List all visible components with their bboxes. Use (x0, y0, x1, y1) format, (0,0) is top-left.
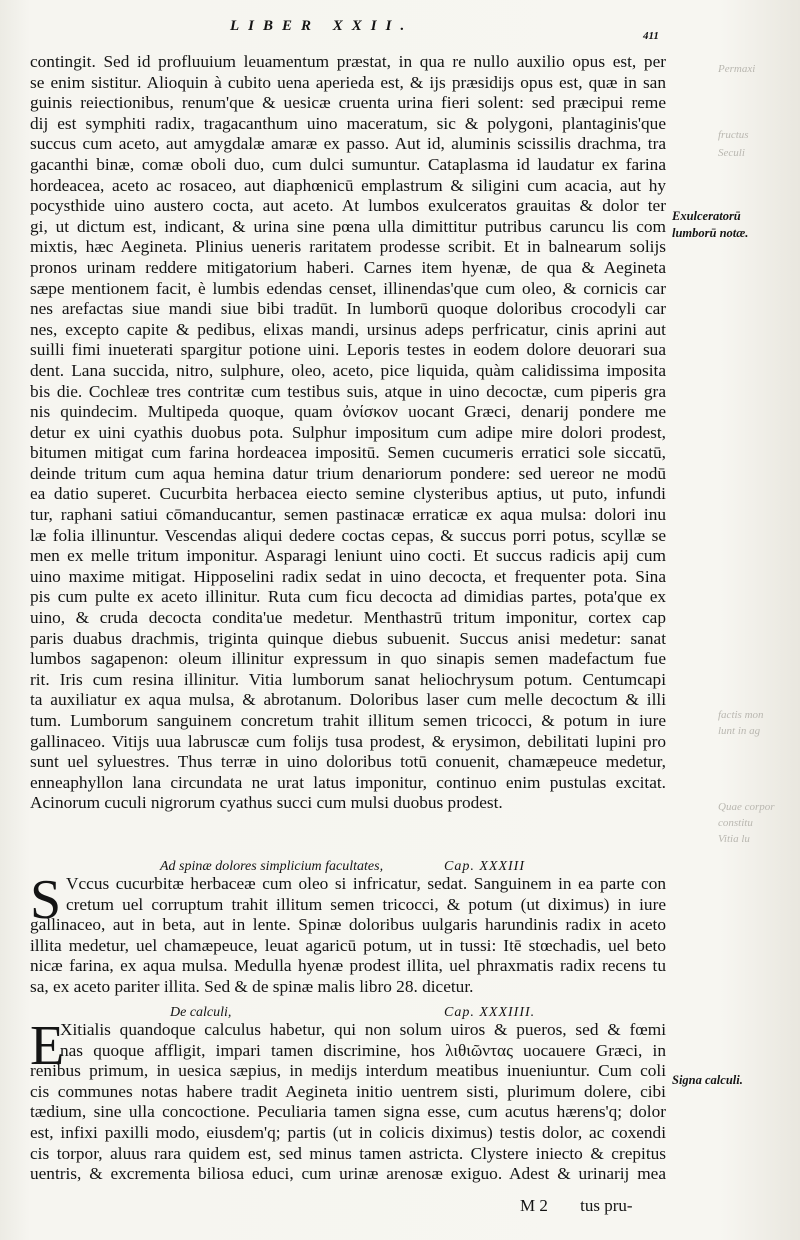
text-line: bitumen mitigat cum farina hordeacea impositū. Semen cucumeris erratici sole siccatū, (30, 443, 666, 463)
text-line: sa, ex aceto pariter illita. Sed & de spinæ malis libro 28. dicetur. (30, 976, 474, 996)
text-line: deinde tritum cum aqua hemina datur trium denariorum pondere: sed uereor ne modū (30, 463, 666, 483)
text-line: ta auxiliatur ex aqua mulsa, & abrotanum. Doloribus laser cum melle decoctum & illi (30, 690, 666, 710)
bleed-through-text-3: Seculi (718, 147, 745, 159)
bleed-through-text-6: Quae corpor (718, 801, 775, 813)
marginal-note-line: lumborū notæ. (672, 226, 749, 240)
text-line: mixtis, hæc Aegineta. Plinius ueneris raritatem prodesse scribit. Et in balnearum solijs (30, 237, 666, 257)
chapter-number: Cap. XXXIIII. (444, 1005, 536, 1020)
catchword-line (520, 1196, 633, 1216)
chapter-33-text (30, 869, 666, 998)
marginal-note-lumbar-ulcers (672, 208, 792, 242)
marginal-note-line: Exulceratorū (672, 209, 741, 223)
signature-mark: M 2 (520, 1196, 548, 1215)
text-line: illita medetur, uel chamæpeuce, leuat agaricū potum, ut in tussi: Itē stœchadis, uel beto (30, 935, 666, 955)
running-head: LIBER XXII. (230, 18, 414, 34)
chapter-number: Cap. XXXIII (444, 859, 525, 874)
text-line: cis communes notas habere tradit Aegineta initio uentrem sisti, plurimum dolere, cibi (30, 1081, 666, 1101)
text-line: uentris, & excrementa biliosa educi, cum urinæ arenosæ exiguo. Adest & urinarij mea (30, 1164, 666, 1184)
text-line: bis die. Cochleæ tres contritæ cum testibus suis, atque in uino decoctæ, cum piperis gra (30, 381, 666, 401)
text-line: detur ex uini cyathis duobus pota. Sulphur impositum cum adipe mire dolori prodest, (30, 422, 666, 442)
text-line: nis quindecim. Multipeda quoque, quam ὀνίσκον uocant Græci, denarij pondere me (30, 402, 666, 422)
text-line: Xitialis quandoque calculus habetur, qui non solum uiros & pueros, sed & fœmi (60, 1020, 666, 1039)
text-line: dent. Lana succida, nitro, sulphure, oleo, aceto, pice liquida, quàm calidissima imposita (30, 360, 666, 380)
catchword: tus pru- (580, 1196, 633, 1215)
bleed-through-text-7: constitu (718, 817, 753, 829)
text-line: uino, & cruda decocta condita'ue medetur. Menthastrū tritum imponitur, cortex cap (30, 608, 666, 628)
text-line: men ex melle tritum imponitur. Asparagi leniunt uino cocti. Et succus radicis apij cum (30, 546, 666, 566)
marginal-note-stone-signs: Signa calculi. (672, 1073, 743, 1087)
chapter-title: Ad spinæ dolores simplicium facultates, (160, 859, 384, 874)
bleed-through-text-1: Permaxi (718, 63, 756, 75)
text-line: guinis reiectionibus, renum'que & uesicæ cruenta urina fieri solent: sed præcipui reme (30, 93, 666, 113)
bleed-through-text-8: Vitia lu (718, 833, 750, 845)
text-line: Vccus cucurbitæ herbaceæ cum oleo si infricatur, sedat. Sanguinem in ea parte con (66, 874, 666, 893)
text-line: est, infixi paxilli modo, eiusdem'q; partis (ut in colicis diximus) testis dolor, ac coxendi (30, 1122, 666, 1142)
text-line: nes arefactas siue mandi siue bibi tradūt. In lumborū quoque doloribus crocodyli car (30, 299, 666, 319)
text-line: gallinaceo, aut in beta, aut in lente. Spinæ doloribus uulgaris harundinis radix in aceto (30, 915, 666, 935)
text-line: renibus primum, in uesica sæpius, in medijs interdum meatibus inueniuntur. Cum coli (30, 1061, 666, 1081)
text-line: gi, ut dictum est, indicant, & urina sine pœna ulla dimittitur putribus caruncu lis com (30, 216, 666, 236)
text-line: uino maxime mitigat. Hipposelini radix sedat in uino decocta, et frequenter pota. Sina (30, 566, 666, 586)
text-line: pocysthide uino austero cocta, aut aceto. At lumbos exulceratos grauitas & dolor ter (30, 196, 666, 216)
text-line: læ folia illinuntur. Vescendas aliqui dedere coctas cepas, & succus porri potus, scyllæ se (30, 525, 666, 545)
text-line: tædium, sine ulla concoctione. Peculiaria tamen signa esse, cum acutus hærens'q; dolor (30, 1102, 666, 1122)
text-line: pis cum pulte ex aceto illinitur. Ruta cum ficu decocta ad dimidias partes, pota'que ex (30, 587, 666, 607)
chapter-title: De calculi, (170, 1005, 232, 1020)
text-line: hordeacea, aceto ac rosaceo, aut diaphœnicū emplastrum & siligini cum acacia, aut hy (30, 175, 666, 195)
text-line: cis torpor, aluus rara quidem est, sed minus tamen astricta. Clystere iniecto & crepitus (30, 1143, 666, 1163)
text-line: dij est symphiti radix, tragacanthum uino maceratum, sic & polygoni, plantaginis'que (30, 113, 666, 133)
text-line: rit. Iris cum resina illinitur. Vitia lumborum sanat heliochrysum potum. Centumcapi (30, 669, 666, 689)
bleed-through-text-4: factis mon (718, 709, 764, 721)
text-line: cretum uel corruptum trahit illitum semen tricocci, & potum (ut diximus) in iure (66, 894, 666, 914)
text-line: pronos urinam reddere mitigatorium haberi. Carnes item hyenæ, de qua & Aegineta (30, 257, 666, 277)
text-line: sæpe mentionem facit, è lumbis edendas censet, illinendas'que cum oleo, & cornicis car (30, 278, 666, 298)
text-line: ea datio superet. Cucurbita herbacea eiecto semine clysteribus aptius, ut puto, infundi (30, 484, 666, 504)
drop-cap-s: S (30, 869, 62, 931)
text-line: paris duabus drachmis, triginta quinque diebus subuenit. Succus anisi medetur: sanat (30, 628, 666, 648)
text-line: contingit. Sed id profluuium leuamentum præstat, in qua re nullo auxilio opus est, per (30, 52, 666, 71)
text-line: nas quoque affligit, impari tamen discrimine, hos λιθιῶντας uocauere Græci, in (60, 1040, 666, 1060)
text-line: lumbos sagapenon: oleum illinitur expressum in quo sinapis semen madefactum fue (30, 649, 666, 669)
text-line: tur, raphani satiui cōmanducantur, semen pastinacæ erraticæ ex aqua mulsa: dolori inu (30, 505, 666, 525)
text-line: tum. Lumborum sanguinem concretum trahit illitum semen tricocci, & potum in iure (30, 711, 666, 730)
text-line: Acinorum cuculi nigrorum cyathus succi cum mulsi duobus prodest. (30, 793, 503, 813)
main-text-block (30, 52, 666, 814)
text-line: nes, excepto capite & pedibus, elixas mandi, ursinus adeps perfricatur, cinis aprini aut (30, 319, 666, 339)
text-line: se enim sistitur. Alioquin à cubito uena aperieda est, & ijs præsidijs opus est, quæ in san (30, 72, 666, 92)
drop-cap-e: E (30, 1015, 65, 1077)
bleed-through-text-2: fructus (718, 129, 749, 141)
text-line: gacanthi binæ, comæ oboli duo, cum dulci sumuntur. Cataplasma id laudatur ex farina (30, 154, 666, 174)
text-line: succus cum aceto, aut amygdalæ amaræ ex passo. Aut id, aluminis scissilis drachma, tra (30, 134, 666, 154)
text-line: suilli fimi inueterati spargitur potione uini. Leporis testes in eodem dolore deuorari sua (30, 340, 666, 360)
text-line: sunt uel syluestres. Thus terræ in uino doloribus totū conuenit, chamæpeuce medetur, (30, 752, 666, 772)
text-line: nicæ farina, ex aqua mulsa. Medulla hyenæ prodest illita, uel phraxmatis radix recens tu (30, 956, 666, 976)
bleed-through-text-5: lunt in ag (718, 725, 761, 737)
text-line: gallinaceo. Vitijs uua labruscæ cum folijs tusa prodest, & erysimon, debilitati lupini pro (30, 731, 666, 751)
chapter-34-text (30, 1015, 666, 1185)
text-line: enneaphyllon lana circundata ne urat latus imponitur, continuo enim pustulas excitat. (30, 772, 666, 792)
folio-number: 411 (643, 30, 659, 42)
